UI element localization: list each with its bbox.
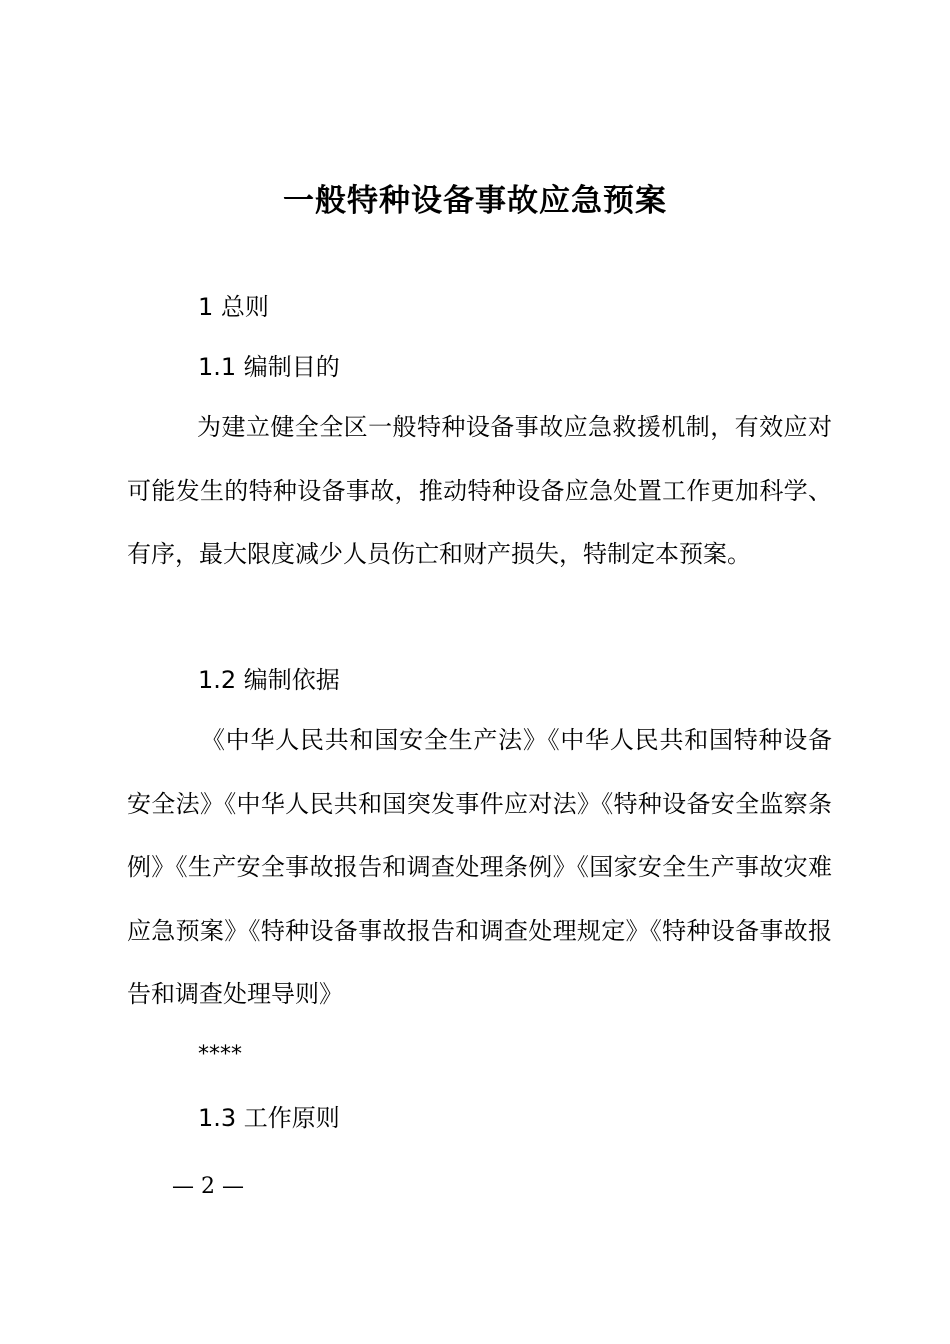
basis-paragraph: 《中华人民共和国安全生产法》《中华人民共和国特种设备安全法》《中华人民共和国突发事件应对法》《特种设备安全监察条例》《生产安全事故报告和调查处理条例》《国家安全生产事故灾难应急预案》《特种设备事故报告和调查处理规定》《特种设备事故报告和调查处理导则》 [127,726,832,1008]
section-heading-principles: 1.3 工作原则 [198,1104,340,1132]
section-heading-basis: 1.2 编制依据 [198,666,340,694]
page-number: — 2 — [172,1174,244,1199]
section-heading-purpose: 1.1 编制目的 [198,353,340,381]
section-heading-general: 1 总则 [198,293,269,321]
omission-marker: **** [198,1042,242,1067]
document-title: 一般特种设备事故应急预案 [283,183,667,219]
purpose-paragraph: 为建立健全全区一般特种设备事故应急救援机制，有效应对可能发生的特种设备事故，推动特种设备应急处置工作更加科学、有序，最大限度减少人员伤亡和财产损失，特制定本预案。 [127,413,832,568]
